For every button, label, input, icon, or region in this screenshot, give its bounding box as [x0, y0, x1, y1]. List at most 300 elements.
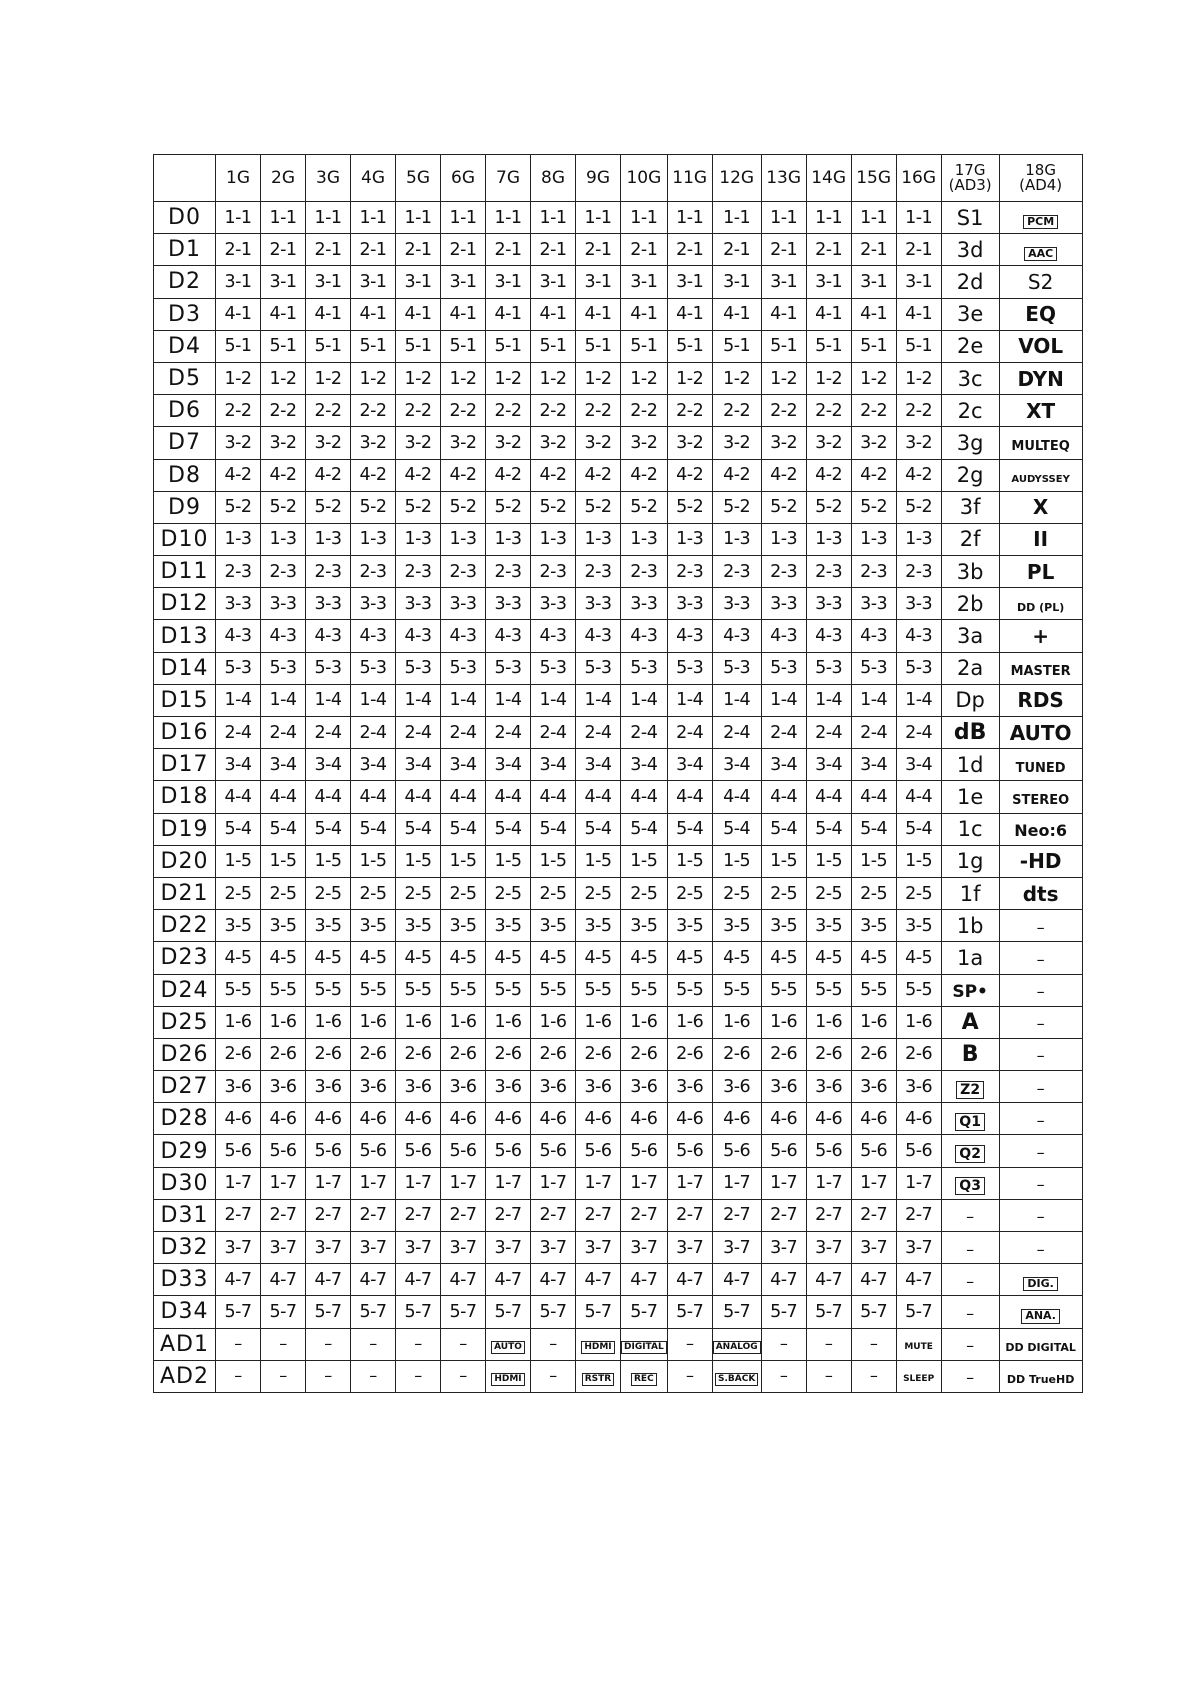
- cell-value: 1-3: [630, 529, 658, 550]
- cell-value: 2-6: [723, 1044, 751, 1065]
- cell-value: 2-6: [224, 1044, 252, 1065]
- row-label: D6: [154, 395, 216, 427]
- row-label: D28: [154, 1103, 216, 1135]
- column-header: [306, 155, 351, 202]
- table-cell: [396, 813, 441, 845]
- cell-value: 5-4: [584, 819, 612, 840]
- cell-value: 5-1: [676, 336, 704, 357]
- cell-value: 2-5: [723, 883, 751, 904]
- column-header-line: 16G: [901, 167, 937, 188]
- table-cell: [941, 1071, 999, 1103]
- table-cell: [896, 1103, 941, 1135]
- row-label: D0: [154, 202, 216, 234]
- table-cell: [621, 1360, 668, 1392]
- table-cell: [486, 362, 531, 394]
- table-cell: [941, 652, 999, 684]
- table-cell: [351, 1264, 396, 1296]
- cell-value: 3-7: [224, 1237, 252, 1258]
- table-cell: [851, 781, 896, 813]
- table-cell: [441, 877, 486, 909]
- table-cell: [761, 1199, 806, 1231]
- column-header: [576, 155, 621, 202]
- table-cell: [306, 491, 351, 523]
- table-cell: [941, 427, 999, 459]
- table-cell: [999, 813, 1082, 845]
- table-cell: [999, 1167, 1082, 1199]
- table-row: [154, 1360, 1083, 1392]
- table-cell: [306, 1199, 351, 1231]
- table-cell: [896, 877, 941, 909]
- cell-value: 4-3: [494, 626, 522, 647]
- table-cell: [896, 298, 941, 330]
- cell-value: 3-1: [584, 271, 612, 292]
- cell-value: 1-7: [584, 1173, 612, 1194]
- table-cell: [761, 749, 806, 781]
- row-label: D19: [154, 813, 216, 845]
- cell-value: Q1: [955, 1113, 985, 1131]
- cell-value: 1-4: [723, 690, 751, 711]
- table-row: [154, 1232, 1083, 1264]
- cell-value: 5-1: [449, 336, 477, 357]
- row-label: D26: [154, 1038, 216, 1070]
- cell-value: 4-7: [539, 1269, 567, 1290]
- table-cell: [486, 266, 531, 298]
- cell-value: 1-4: [539, 690, 567, 711]
- table-cell: [441, 1296, 486, 1328]
- table-cell: [941, 523, 999, 555]
- column-header-line: 3G: [316, 167, 340, 188]
- cell-value: 3-7: [815, 1237, 843, 1258]
- cell-value: 3-2: [905, 432, 933, 453]
- column-header: [261, 155, 306, 202]
- cell-value: 4-4: [449, 786, 477, 807]
- table-cell: [396, 1071, 441, 1103]
- table-cell: [712, 523, 761, 555]
- table-cell: [806, 491, 851, 523]
- cell-value: 5-7: [359, 1301, 387, 1322]
- cell-value: 2-1: [224, 239, 252, 260]
- cell-value: 4-6: [404, 1108, 432, 1129]
- cell-value: 5-7: [269, 1301, 297, 1322]
- cell-value: 2-1: [815, 239, 843, 260]
- table-cell: [261, 395, 306, 427]
- table-cell: [999, 684, 1082, 716]
- table-cell: [806, 910, 851, 942]
- cell-value: HDMI: [491, 1373, 524, 1385]
- table-cell: [261, 1135, 306, 1167]
- cell-value: 3-3: [676, 593, 704, 614]
- table-cell: [531, 298, 576, 330]
- table-cell: [712, 877, 761, 909]
- table-cell: [941, 395, 999, 427]
- table-cell: [396, 362, 441, 394]
- cell-value: 2-6: [770, 1044, 798, 1065]
- cell-value: 3-1: [494, 271, 522, 292]
- cell-value: 1-3: [905, 529, 933, 550]
- table-cell: [351, 1135, 396, 1167]
- cell-value: 4-5: [224, 947, 252, 968]
- cell-value: 4-3: [584, 626, 612, 647]
- table-cell: [531, 330, 576, 362]
- table-cell: [351, 1328, 396, 1360]
- cell-value: 1-5: [584, 851, 612, 872]
- cell-value: 2-3: [630, 561, 658, 582]
- cell-value: 2-4: [584, 722, 612, 743]
- table-cell: [396, 556, 441, 588]
- table-cell: [761, 717, 806, 749]
- table-cell: [396, 330, 441, 362]
- cell-value: 2-6: [494, 1044, 522, 1065]
- cell-value: SP•: [952, 982, 988, 1003]
- table-cell: [761, 1135, 806, 1167]
- cell-value: 2-4: [314, 722, 342, 743]
- table-cell: [396, 266, 441, 298]
- cell-value: 1-3: [269, 529, 297, 550]
- table-cell: [806, 1199, 851, 1231]
- cell-value: 2-3: [676, 561, 704, 582]
- table-cell: [761, 1296, 806, 1328]
- table-cell: [216, 523, 261, 555]
- table-cell: [941, 1264, 999, 1296]
- cell-value: 5-7: [723, 1301, 751, 1322]
- table-cell: [667, 1232, 712, 1264]
- cell-value: 2-7: [815, 1205, 843, 1226]
- cell-value: 2-4: [676, 722, 704, 743]
- cell-value: 2-1: [723, 239, 751, 260]
- cell-value: 2-3: [359, 561, 387, 582]
- table-cell: [999, 1264, 1082, 1296]
- table-cell: [806, 877, 851, 909]
- table-cell: [621, 652, 668, 684]
- cell-value: PCM: [1023, 215, 1058, 230]
- cell-value: 5-3: [449, 658, 477, 679]
- cell-value: 1-3: [449, 529, 477, 550]
- table-cell: [576, 684, 621, 716]
- table-row: [154, 1167, 1083, 1199]
- cell-value: 3-5: [770, 915, 798, 936]
- table-cell: [712, 395, 761, 427]
- table-cell: [667, 1199, 712, 1231]
- cell-value: 5-1: [494, 336, 522, 357]
- table-cell: [941, 330, 999, 362]
- column-header-line: (AD3): [948, 176, 992, 194]
- cell-value: 5-1: [905, 336, 933, 357]
- table-cell: [761, 330, 806, 362]
- table-cell: [441, 1103, 486, 1135]
- cell-value: 4-1: [539, 304, 567, 325]
- column-header: [851, 155, 896, 202]
- cell-value: 1-6: [224, 1012, 252, 1033]
- table-cell: [806, 1264, 851, 1296]
- table-cell: [941, 877, 999, 909]
- cell-value: 5-3: [494, 658, 522, 679]
- cell-value: 2-1: [314, 239, 342, 260]
- cell-value: 3-6: [723, 1076, 751, 1097]
- cell-value: 2-2: [539, 400, 567, 421]
- cell-value: 5-2: [269, 497, 297, 518]
- table-cell: [712, 1103, 761, 1135]
- table-cell: [896, 845, 941, 877]
- table-cell: [261, 266, 306, 298]
- cell-value: 1-6: [860, 1012, 888, 1033]
- cell-value: 3-1: [723, 271, 751, 292]
- table-cell: [761, 362, 806, 394]
- table-cell: [261, 1103, 306, 1135]
- cell-value: 2-2: [905, 400, 933, 421]
- table-cell: [896, 1199, 941, 1231]
- table-cell: [712, 652, 761, 684]
- table-cell: [667, 974, 712, 1006]
- table-cell: [261, 1232, 306, 1264]
- table-cell: [531, 620, 576, 652]
- cell-value: 3-4: [539, 754, 567, 775]
- cell-value: 3-6: [630, 1076, 658, 1097]
- table-cell: [486, 395, 531, 427]
- table-cell: [806, 298, 851, 330]
- cell-value: 1-3: [224, 529, 252, 550]
- table-cell: [396, 781, 441, 813]
- cell-value: 3-6: [359, 1076, 387, 1097]
- table-cell: [851, 620, 896, 652]
- cell-value: 4-2: [404, 465, 432, 486]
- cell-value: 4-3: [860, 626, 888, 647]
- cell-value: 1-5: [404, 851, 432, 872]
- table-cell: [712, 427, 761, 459]
- cell-value: 4-5: [676, 947, 704, 968]
- table-cell: [806, 1103, 851, 1135]
- cell-value: 5-2: [770, 497, 798, 518]
- table-cell: [999, 427, 1082, 459]
- table-cell: [531, 1232, 576, 1264]
- table-cell: [999, 1038, 1082, 1070]
- cell-value: 3-4: [449, 754, 477, 775]
- table-cell: [851, 974, 896, 1006]
- table-cell: [441, 717, 486, 749]
- table-cell: [261, 1328, 306, 1360]
- table-cell: [806, 1232, 851, 1264]
- table-cell: [306, 910, 351, 942]
- cell-value: 2-3: [494, 561, 522, 582]
- table-cell: [806, 556, 851, 588]
- cell-value: –: [369, 1366, 377, 1386]
- cell-value: 2-6: [404, 1044, 432, 1065]
- table-cell: [216, 588, 261, 620]
- table-cell: [712, 845, 761, 877]
- cell-value: 2-7: [860, 1205, 888, 1226]
- table-cell: [576, 234, 621, 266]
- cell-value: 5-3: [815, 658, 843, 679]
- table-cell: [396, 1296, 441, 1328]
- table-cell: [576, 459, 621, 491]
- table-cell: [621, 910, 668, 942]
- cell-value: 5-3: [630, 658, 658, 679]
- table-cell: [351, 556, 396, 588]
- table-cell: [761, 266, 806, 298]
- table-cell: [941, 556, 999, 588]
- table-cell: [621, 1232, 668, 1264]
- table-cell: [806, 588, 851, 620]
- table-cell: [667, 877, 712, 909]
- cell-value: 1-7: [905, 1173, 933, 1194]
- cell-value: 4-2: [815, 465, 843, 486]
- cell-value: 2-7: [539, 1205, 567, 1226]
- table-cell: [396, 395, 441, 427]
- cell-value: 3-3: [224, 593, 252, 614]
- table-cell: [667, 491, 712, 523]
- table-cell: [576, 942, 621, 974]
- table-cell: [351, 1232, 396, 1264]
- table-row: [154, 845, 1083, 877]
- cell-value: 3-4: [815, 754, 843, 775]
- table-cell: [216, 234, 261, 266]
- cell-value: 5-7: [815, 1301, 843, 1322]
- cell-value: 5-2: [539, 497, 567, 518]
- table-cell: [441, 781, 486, 813]
- cell-value: 5-5: [630, 980, 658, 1001]
- cell-value: 2-7: [494, 1205, 522, 1226]
- cell-value: –: [779, 1366, 788, 1386]
- table-cell: [531, 234, 576, 266]
- column-header-line: 2G: [271, 167, 295, 188]
- table-row: [154, 684, 1083, 716]
- cell-value: 1f: [959, 881, 981, 906]
- table-cell: [999, 330, 1082, 362]
- table-cell: [306, 877, 351, 909]
- cell-value: 5-3: [584, 658, 612, 679]
- cell-value: 5-2: [314, 497, 342, 518]
- table-cell: [576, 974, 621, 1006]
- cell-value: 4-6: [905, 1108, 933, 1129]
- table-cell: [896, 910, 941, 942]
- table-cell: [999, 491, 1082, 523]
- table-cell: [621, 1071, 668, 1103]
- table-cell: [396, 1103, 441, 1135]
- table-cell: [941, 234, 999, 266]
- cell-value: –: [459, 1366, 467, 1386]
- table-cell: [621, 491, 668, 523]
- cell-value: –: [414, 1334, 422, 1354]
- table-cell: [306, 459, 351, 491]
- table-cell: [621, 556, 668, 588]
- table-cell: [941, 1360, 999, 1392]
- cell-value: 4-5: [584, 947, 612, 968]
- table-cell: [351, 1167, 396, 1199]
- cell-value: 1-5: [314, 851, 342, 872]
- table-cell: [441, 1071, 486, 1103]
- table-cell: [486, 330, 531, 362]
- table-cell: [306, 1167, 351, 1199]
- table-cell: [999, 1071, 1082, 1103]
- cell-value: 5-4: [224, 819, 252, 840]
- table-cell: [941, 266, 999, 298]
- cell-value: 4-1: [359, 304, 387, 325]
- cell-value: 3-6: [584, 1076, 612, 1097]
- table-cell: [761, 652, 806, 684]
- table-cell: [306, 620, 351, 652]
- cell-value: 4-3: [815, 626, 843, 647]
- cell-value: 3e: [956, 302, 984, 327]
- table-cell: [441, 362, 486, 394]
- table-cell: [621, 620, 668, 652]
- table-cell: [896, 1135, 941, 1167]
- table-cell: [396, 942, 441, 974]
- table-cell: [667, 298, 712, 330]
- table-cell: [441, 974, 486, 1006]
- cell-value: 4-7: [860, 1269, 888, 1290]
- cell-value: 1-1: [359, 207, 387, 228]
- cell-value: 5-3: [860, 658, 888, 679]
- table-cell: [441, 1167, 486, 1199]
- cell-value: 5-4: [359, 819, 387, 840]
- cell-value: 2-4: [359, 722, 387, 743]
- cell-value: 5-2: [404, 497, 432, 518]
- table-cell: [306, 556, 351, 588]
- cell-value: A: [961, 1009, 979, 1035]
- row-label: D20: [154, 845, 216, 877]
- table-cell: [216, 1038, 261, 1070]
- table-cell: [486, 942, 531, 974]
- cell-value: 4-6: [630, 1108, 658, 1129]
- table-cell: [351, 1103, 396, 1135]
- table-cell: [216, 395, 261, 427]
- row-label: AD1: [154, 1328, 216, 1360]
- cell-value: 2-5: [676, 883, 704, 904]
- cell-value: 4-4: [359, 786, 387, 807]
- table-row: [154, 1296, 1083, 1328]
- cell-value: 3-1: [269, 271, 297, 292]
- table-cell: [896, 1038, 941, 1070]
- row-label: D3: [154, 298, 216, 330]
- cell-value: 4-5: [314, 947, 342, 968]
- table-cell: [621, 362, 668, 394]
- table-cell: [531, 1360, 576, 1392]
- table-cell: [261, 1360, 306, 1392]
- cell-value: 2-7: [676, 1205, 704, 1226]
- table-cell: [941, 1103, 999, 1135]
- table-cell: [576, 1199, 621, 1231]
- cell-value: 1-2: [359, 368, 387, 389]
- cell-value: PL: [1026, 559, 1055, 584]
- table-cell: [896, 1360, 941, 1392]
- cell-value: 2-2: [860, 400, 888, 421]
- table-cell: [806, 781, 851, 813]
- table-cell: [667, 1167, 712, 1199]
- cell-value: AUTO: [491, 1341, 525, 1353]
- table-row: [154, 1135, 1083, 1167]
- table-cell: [351, 1006, 396, 1038]
- table-cell: [531, 588, 576, 620]
- column-header: [486, 155, 531, 202]
- cell-value: 2e: [956, 334, 984, 359]
- table-cell: [396, 427, 441, 459]
- cell-value: 4-6: [860, 1108, 888, 1129]
- table-cell: [806, 523, 851, 555]
- cell-value: 4-3: [359, 626, 387, 647]
- cell-value: 5-2: [584, 497, 612, 518]
- table-cell: [306, 1135, 351, 1167]
- column-header-line: 11G: [672, 167, 708, 188]
- table-cell: [351, 620, 396, 652]
- table-cell: [806, 1038, 851, 1070]
- cell-value: 4-1: [224, 304, 252, 325]
- cell-value: 3-7: [404, 1237, 432, 1258]
- table-cell: [621, 266, 668, 298]
- table-cell: [261, 330, 306, 362]
- cell-value: 1-6: [314, 1012, 342, 1033]
- cell-value: 1-2: [860, 368, 888, 389]
- cell-value: 3-7: [584, 1237, 612, 1258]
- table-cell: [621, 749, 668, 781]
